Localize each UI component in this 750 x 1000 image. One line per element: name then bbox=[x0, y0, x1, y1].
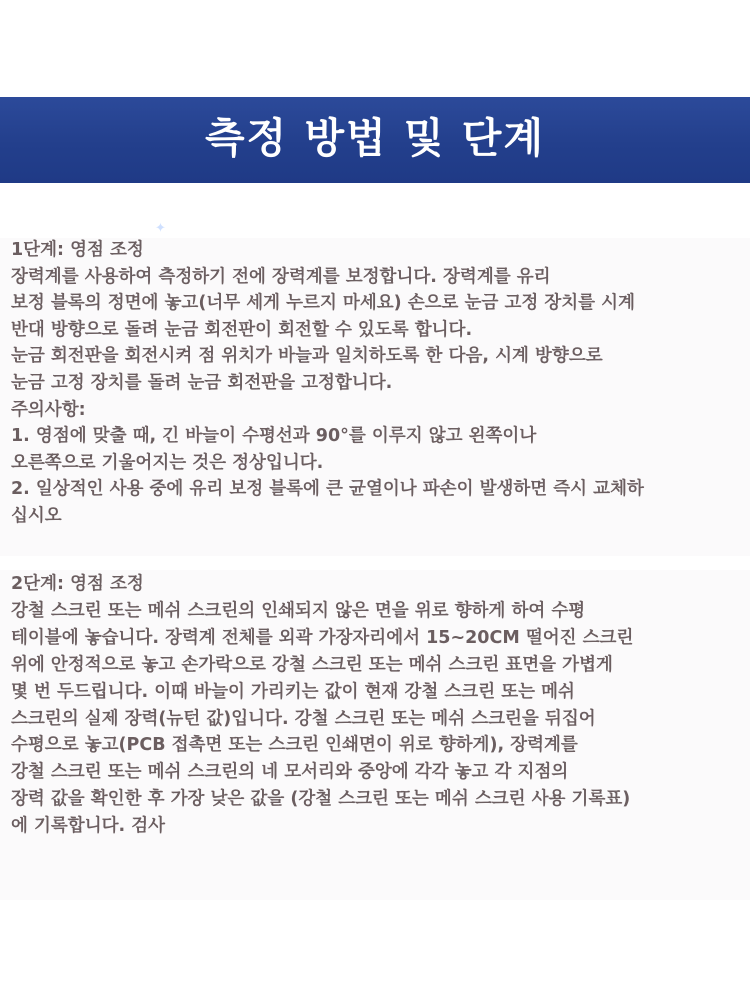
note-1-continued: 오른쪽으로 기울어지는 것은 정상입니다. bbox=[11, 452, 324, 473]
step-1-heading: 1단계: 영점 조정 bbox=[11, 240, 144, 260]
note-1: 1. 영점에 맞출 때, 긴 바늘이 수평선과 90°를 이루지 않고 왼쪽이나 bbox=[11, 426, 537, 447]
note-2: 2. 일상적인 사용 중에 유리 보정 블록에 큰 균열이나 파손이 발생하면 즉시 교체하 bbox=[11, 479, 644, 500]
step-2-heading: 2단계: 영점 조정 bbox=[11, 574, 144, 594]
step-1-line: 반대 방향으로 돌려 눈금 회전판이 회전할 수 있도록 합니다. bbox=[11, 319, 473, 340]
sparkle-decoration: ✦ bbox=[155, 221, 166, 236]
step-1-line: 눈금 고정 장치를 돌려 눈금 회전판을 고정합니다. bbox=[11, 372, 393, 393]
step-1-line: 보정 블록의 정면에 놓고(너무 세게 누르지 마세요) 손으로 눈금 고정 장치를 시계 bbox=[11, 293, 635, 314]
step-2-line: 수평으로 놓고(PCB 접촉면 또는 스크린 인쇄면이 위로 향하게), 장력계를 bbox=[11, 735, 578, 756]
notes-heading: 주의사항: bbox=[11, 399, 86, 420]
title-banner bbox=[0, 97, 750, 236]
step-2-line: 위에 안정적으로 놓고 손가락으로 강철 스크린 또는 메쉬 스크린 표면을 가볍게 bbox=[11, 654, 613, 675]
page-title: 측정 방법 및 단계 bbox=[204, 113, 546, 162]
step-2-text bbox=[11, 571, 743, 840]
step-2-section bbox=[0, 570, 750, 900]
step-1-line: 눈금 회전판을 회전시켜 점 위치가 바늘과 일치하도록 한 다음, 시계 방향으로 bbox=[11, 346, 603, 367]
step-2-line: 강철 스크린 또는 메쉬 스크린의 네 모서리와 중앙에 각각 놓고 각 지점의 bbox=[11, 762, 569, 783]
step-2-line: 강철 스크린 또는 메쉬 스크린의 인쇄되지 않은 면을 위로 향하게 하여 수평 bbox=[11, 600, 586, 621]
step-1-line: 장력계를 사용하여 측정하기 전에 장력계를 보정합니다. 장력계를 유리 bbox=[11, 266, 551, 287]
step-1-text bbox=[11, 237, 743, 530]
note-2-continued: 십시오 bbox=[11, 505, 62, 526]
step-2-line: 몇 번 두드립니다. 이때 바늘이 가리키는 값이 현재 강철 스크린 또는 메쉬 bbox=[11, 681, 575, 702]
step-2-line: 장력 값을 확인한 후 가장 낮은 값을 (강철 스크린 또는 메쉬 스크린 사용 기록표) bbox=[11, 789, 631, 810]
step-1-section bbox=[0, 238, 750, 556]
step-2-line: 스크린의 실제 장력(뉴턴 값)입니다. 강철 스크린 또는 메쉬 스크린을 뒤집어 bbox=[11, 708, 596, 729]
step-2-line: 테이블에 놓습니다. 장력계 전체를 외곽 가장자리에서 15~20CM 떨어진 스크린 bbox=[11, 627, 634, 648]
step-2-line: 에 기록합니다. 검사 bbox=[11, 816, 166, 837]
